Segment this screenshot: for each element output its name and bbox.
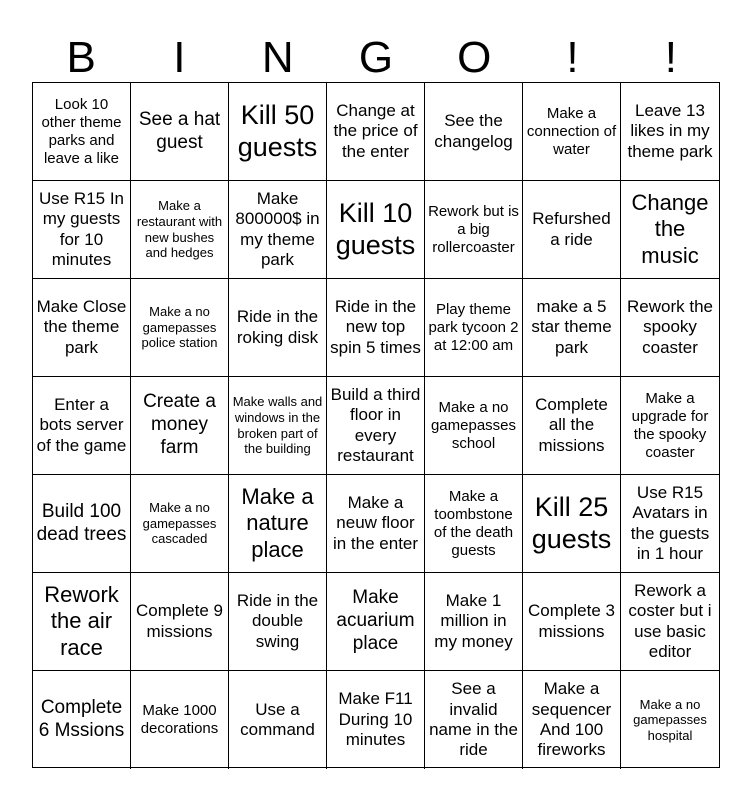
bingo-cell: Make 1 million in my money: [425, 573, 523, 671]
bingo-grid: [32, 82, 720, 768]
header-letter-7: !: [664, 33, 677, 82]
bingo-cell: Complete 6 Mssions: [33, 671, 131, 769]
bingo-cell: Kill 25 guests: [523, 475, 621, 573]
bingo-cell: See a hat guest: [131, 83, 229, 181]
header-letter-4: G: [358, 33, 394, 82]
bingo-cell: See the changelog: [425, 83, 523, 181]
bingo-cell: Complete all the missions: [523, 377, 621, 475]
bingo-cell: Make 1000 decorations: [131, 671, 229, 769]
bingo-cell: Kill 10 guests: [327, 181, 425, 279]
bingo-cell: Make 800000$ in my theme park: [229, 181, 327, 279]
bingo-cell: Rework but is a big rollercoaster: [425, 181, 523, 279]
bingo-cell: Make Close the theme park: [33, 279, 131, 377]
bingo-cell: Leave 13 likes in my theme park: [621, 83, 719, 181]
bingo-cell: Kill 50 guests: [229, 83, 327, 181]
bingo-cell: Make a no gamepasses cascaded: [131, 475, 229, 573]
bingo-cell: Make a no gamepasses police station: [131, 279, 229, 377]
bingo-cell: Make a sequencer And 100 fireworks: [523, 671, 621, 769]
bingo-cell: Use R15 Avatars in the guests in 1 hour: [621, 475, 719, 573]
bingo-cell: Make a connection of water: [523, 83, 621, 181]
bingo-cell: Make F11 During 10 minutes: [327, 671, 425, 769]
header-letter-6: !: [566, 33, 579, 82]
bingo-cell: Rework a coster but i use basic editor: [621, 573, 719, 671]
bingo-cell: Build 100 dead trees: [33, 475, 131, 573]
header-letter-1: B: [66, 33, 96, 82]
bingo-cell: Complete 3 missions: [523, 573, 621, 671]
bingo-cell: Change the music: [621, 181, 719, 279]
bingo-cell: Ride in the double swing: [229, 573, 327, 671]
bingo-cell: Create a money farm: [131, 377, 229, 475]
bingo-cell: Make walls and windows in the broken part of the building: [229, 377, 327, 475]
bingo-cell: Build a third floor in every restaurant: [327, 377, 425, 475]
header-letter-5: O: [457, 33, 492, 82]
bingo-cell: Rework the air race: [33, 573, 131, 671]
bingo-cell: make a 5 star theme park: [523, 279, 621, 377]
bingo-cell: Complete 9 missions: [131, 573, 229, 671]
bingo-cell: Make a no gamepasses hospital: [633, 696, 707, 743]
header-letter-3: N: [261, 33, 294, 82]
bingo-cell: Make a nature place: [229, 475, 327, 573]
bingo-cell: Ride in the roking disk: [229, 279, 327, 377]
bingo-cell: Refurshed a ride: [523, 181, 621, 279]
bingo-header: [32, 28, 720, 88]
bingo-cell: Enter a bots server of the game: [33, 377, 131, 475]
bingo-cell: Make a no gamepasses school: [425, 377, 523, 475]
bingo-cell: Make a upgrade for the spooky coaster: [621, 377, 719, 475]
header-letter-2: I: [173, 33, 186, 82]
bingo-cell: Make a toombstone of the death guests: [425, 475, 523, 573]
bingo-cell: Use R15 In my guests for 10 minutes: [33, 181, 131, 279]
bingo-cell: Ride in the new top spin 5 times: [327, 279, 425, 377]
bingo-cell: Rework the spooky coaster: [621, 279, 719, 377]
bingo-cell: Change at the price of the enter: [327, 83, 425, 181]
bingo-cell: Make acuarium place: [327, 573, 425, 671]
bingo-cell: Make a neuw floor in the enter: [327, 475, 425, 573]
bingo-cell: See a invalid name in the ride: [425, 671, 523, 769]
bingo-cell: Make a restaurant with new bushes and hedges: [131, 181, 229, 279]
bingo-cell: Use a command: [229, 671, 327, 769]
bingo-cell: Look 10 other theme parks and leave a like: [33, 83, 131, 181]
bingo-cell: Play theme park tycoon 2 at 12:00 am: [425, 279, 523, 377]
